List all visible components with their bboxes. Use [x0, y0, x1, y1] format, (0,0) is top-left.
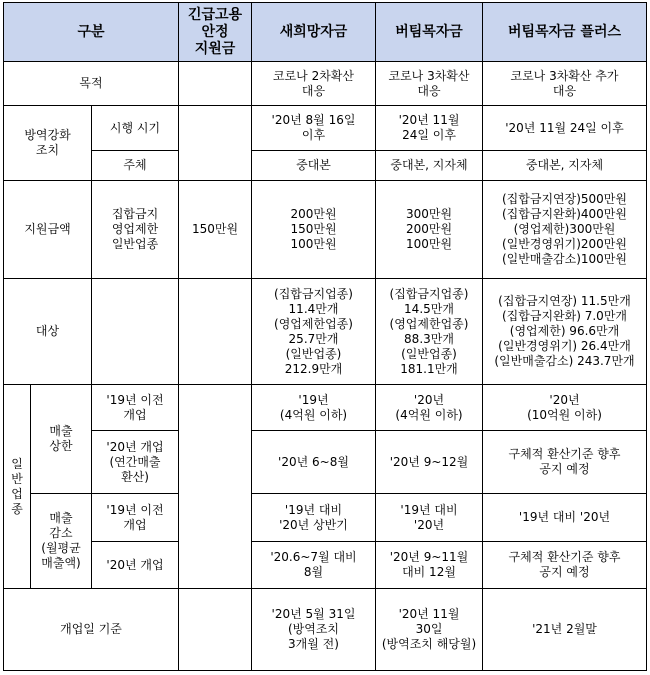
quarantine-subject-row — [4, 151, 647, 181]
support-comparison-table — [3, 2, 647, 671]
purpose-endure-plus: 코로나 3차확산 추가 대응 — [483, 62, 647, 106]
quarantine-timing-endure: '20년 11월 24일 이후 — [376, 106, 483, 151]
target-row — [4, 279, 647, 385]
amount-new-hope: 200만원 150만원 100만원 — [252, 181, 376, 279]
header-endure-plus: 버팀목자금 플러스 — [483, 3, 647, 62]
header-endure: 버팀목자금 — [376, 3, 483, 62]
purpose-new-hope: 코로나 2차확산 대응 — [252, 62, 376, 106]
amount-row — [4, 181, 647, 279]
drop-open20-endure-plus: 구체적 환산기준 향후 공지 예정 — [483, 542, 647, 589]
amount-sub: 집합금지 영업제한 일반업종 — [92, 181, 179, 279]
drop-before19-label: '19년 이전 개업 — [92, 494, 179, 542]
cap-before19-endure: '20년 (4억원 이하) — [376, 385, 483, 431]
opening-new-hope: '20년 5월 31일 (방역조치 3개월 전) — [252, 589, 376, 671]
general-label: 일 반 업 종 — [4, 385, 31, 589]
quarantine-subject-endure-plus: 중대본, 지자체 — [483, 151, 647, 181]
target-new-hope: (집합금지업종) 11.4만개 (영업제한업종) 25.7만개 (일반업종) 212.9만개 — [252, 279, 376, 385]
cap-before19-row — [4, 385, 647, 431]
target-sub — [92, 279, 179, 385]
general-emergency — [179, 385, 252, 589]
cap-open20-row — [4, 431, 647, 494]
purpose-label: 목적 — [4, 62, 179, 106]
quarantine-subject-new-hope: 중대본 — [252, 151, 376, 181]
opening-emergency — [179, 589, 252, 671]
target-endure-plus: (집합금지연장) 11.5만개 (집합금지완화) 7.0만개 (영업제한) 96.6만개 (일반경영위기) 26.4만개 (일반매출감소) 243.7만개 — [483, 279, 647, 385]
amount-endure-plus: (집합금지연장)500만원 (집합금지완화)400만원 (영업제한)300만원 (일반경영위기)200만원 (일반매출감소)100만원 — [483, 181, 647, 279]
purpose-endure: 코로나 3차확산 대응 — [376, 62, 483, 106]
opening-label: 개업일 기준 — [4, 589, 179, 671]
cap-before19-new-hope: '19년 (4억원 이하) — [252, 385, 376, 431]
quarantine-emergency — [179, 106, 252, 181]
quarantine-timing-new-hope: '20년 8월 16일 이후 — [252, 106, 376, 151]
drop-open20-new-hope: '20.6~7월 대비 8월 — [252, 542, 376, 589]
cap-open20-label: '20년 개업 (연간매출 환산) — [92, 431, 179, 494]
quarantine-timing-endure-plus: '20년 11월 24일 이후 — [483, 106, 647, 151]
header-emergency: 긴급고용 안정 지원금 — [179, 3, 252, 62]
quarantine-timing-label: 시행 시기 — [92, 106, 179, 151]
opening-endure-plus: '21년 2월말 — [483, 589, 647, 671]
quarantine-subject-label: 주체 — [92, 151, 179, 181]
header-new-hope: 새희망자금 — [252, 3, 376, 62]
quarantine-label: 방역강화 조치 — [4, 106, 92, 181]
target-emergency — [179, 279, 252, 385]
target-endure: (집합금지업종) 14.5만개 (영업제한업종) 88.3만개 (일반업종) 181.1만개 — [376, 279, 483, 385]
drop-before19-row — [4, 494, 647, 542]
cap-open20-new-hope: '20년 6~8월 — [252, 431, 376, 494]
amount-endure: 300만원 200만원 100만원 — [376, 181, 483, 279]
drop-open20-endure: '20년 9~11월 대비 12월 — [376, 542, 483, 589]
target-label: 대상 — [4, 279, 92, 385]
purpose-emergency — [179, 62, 252, 106]
cap-open20-endure-plus: 구체적 환산기준 향후 공지 예정 — [483, 431, 647, 494]
header-row — [4, 3, 647, 62]
amount-label: 지원금액 — [4, 181, 92, 279]
opening-row — [4, 589, 647, 671]
quarantine-subject-endure: 중대본, 지자체 — [376, 151, 483, 181]
cap-before19-endure-plus: '20년 (10억원 이하) — [483, 385, 647, 431]
opening-endure: '20년 11월 30일 (방역조치 해당월) — [376, 589, 483, 671]
header-category: 구분 — [4, 3, 179, 62]
sales-drop-label: 매출 감소 (월평균 매출액) — [31, 494, 92, 589]
purpose-row — [4, 62, 647, 106]
drop-open20-row — [4, 542, 647, 589]
cap-before19-label: '19년 이전 개업 — [92, 385, 179, 431]
drop-before19-new-hope: '19년 대비 '20년 상반기 — [252, 494, 376, 542]
cap-open20-endure: '20년 9~12월 — [376, 431, 483, 494]
drop-before19-endure: '19년 대비 '20년 — [376, 494, 483, 542]
drop-open20-label: '20년 개업 — [92, 542, 179, 589]
quarantine-timing-row — [4, 106, 647, 151]
sales-cap-label: 매출 상한 — [31, 385, 92, 494]
drop-before19-endure-plus: '19년 대비 '20년 — [483, 494, 647, 542]
amount-emergency: 150만원 — [179, 181, 252, 279]
